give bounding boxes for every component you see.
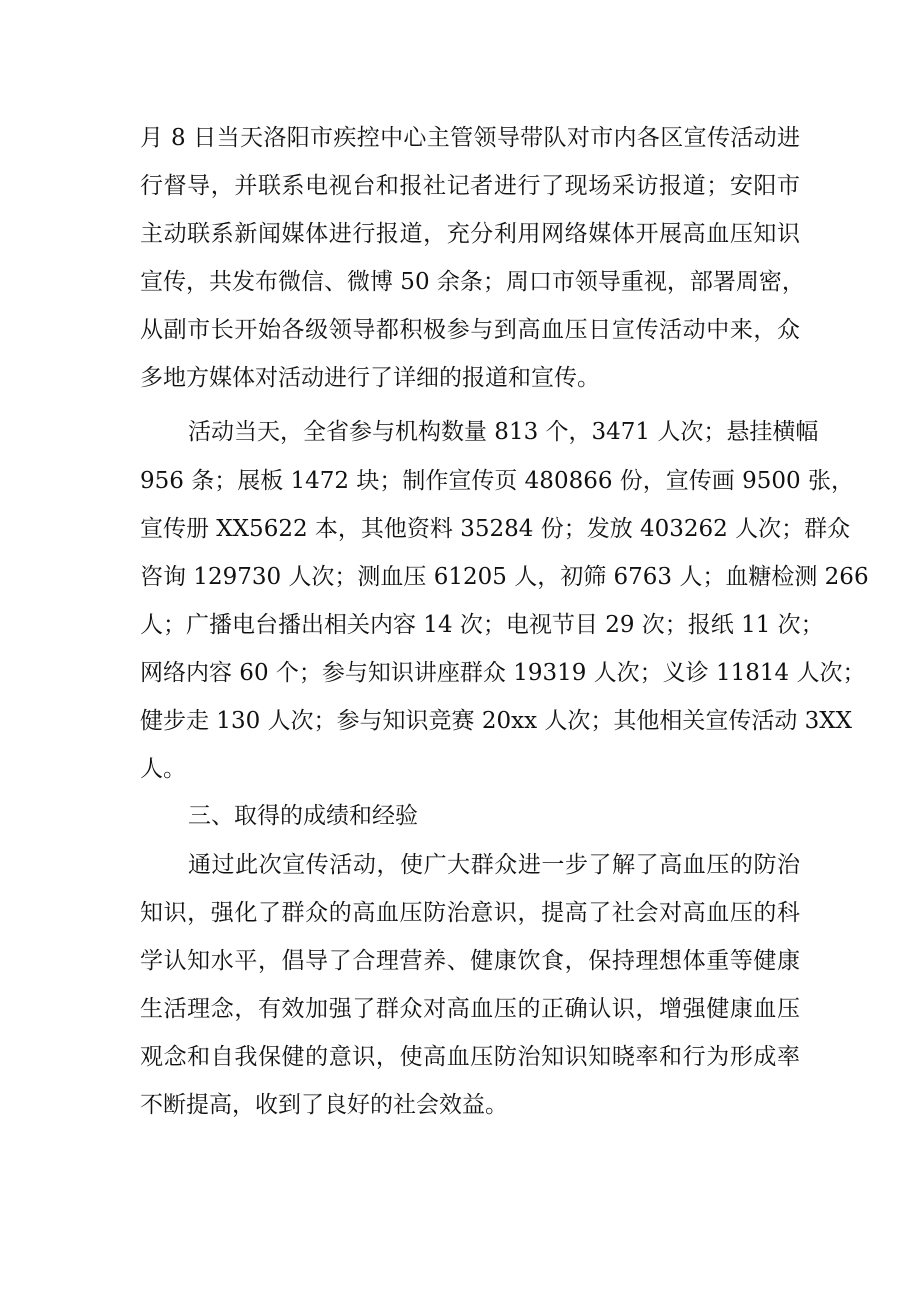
paragraph-line: 学认知水平，倡导了合理营养、健康饮食，保持理想体重等健康 <box>140 948 800 974</box>
section-heading: 三、取得的成绩和经验 <box>188 803 418 829</box>
paragraph-line: 网络内容 60 个；参与知识讲座群众 19319 人次；义诊 11814 人次； <box>140 660 866 686</box>
paragraph-line: 人。 <box>140 756 186 782</box>
paragraph-line: 宣传册 XX5622 本，其他资料 35284 份；发放 403262 人次；群众 <box>140 516 851 542</box>
paragraph-line: 生活理念，有效加强了群众对高血压的正确认识，增强健康血压 <box>140 996 800 1022</box>
paragraph-line: 956 条；展板 1472 块；制作宣传页 480866 份，宣传画 9500 张， <box>140 468 854 494</box>
paragraph-line: 行督导，并联系电视台和报社记者进行了现场采访报道；安阳市 <box>140 173 800 199</box>
paragraph-line: 知识，强化了群众的高血压防治意识，提高了社会对高血压的科 <box>140 900 800 926</box>
paragraph-line: 多地方媒体对活动进行了详细的报道和宣传。 <box>140 365 600 391</box>
paragraph-line: 通过此次宣传活动，使广大群众进一步了解了高血压的防治 <box>188 852 800 878</box>
paragraph-line: 不断提高，收到了良好的社会效益。 <box>140 1092 508 1118</box>
paragraph-line: 宣传，共发布微信、微博 50 余条；周口市领导重视，部署周密， <box>140 269 805 295</box>
paragraph-line: 人；广播电台播出相关内容 14 次；电视节目 29 次；报纸 11 次； <box>140 612 824 638</box>
paragraph-line: 活动当天，全省参与机构数量 813 个，3471 人次；悬挂横幅 <box>188 419 819 445</box>
paragraph-line: 咨询 129730 人次；测血压 61205 人，初筛 6763 人；血糖检测 266 <box>140 564 869 590</box>
paragraph-line: 观念和自我保健的意识，使高血压防治知识知晓率和行为形成率 <box>140 1044 800 1070</box>
paragraph-line: 主动联系新闻媒体进行报道，充分利用网络媒体开展高血压知识 <box>140 221 800 247</box>
paragraph-line: 月 8 日当天洛阳市疾控中心主管领导带队对市内各区宣传活动进 <box>140 125 800 151</box>
paragraph-line: 从副市长开始各级领导都积极参与到高血压日宣传活动中来，众 <box>140 317 800 343</box>
paragraph-line: 健步走 130 人次；参与知识竞赛 20xx 人次；其他相关宣传活动 3XX <box>140 708 853 734</box>
